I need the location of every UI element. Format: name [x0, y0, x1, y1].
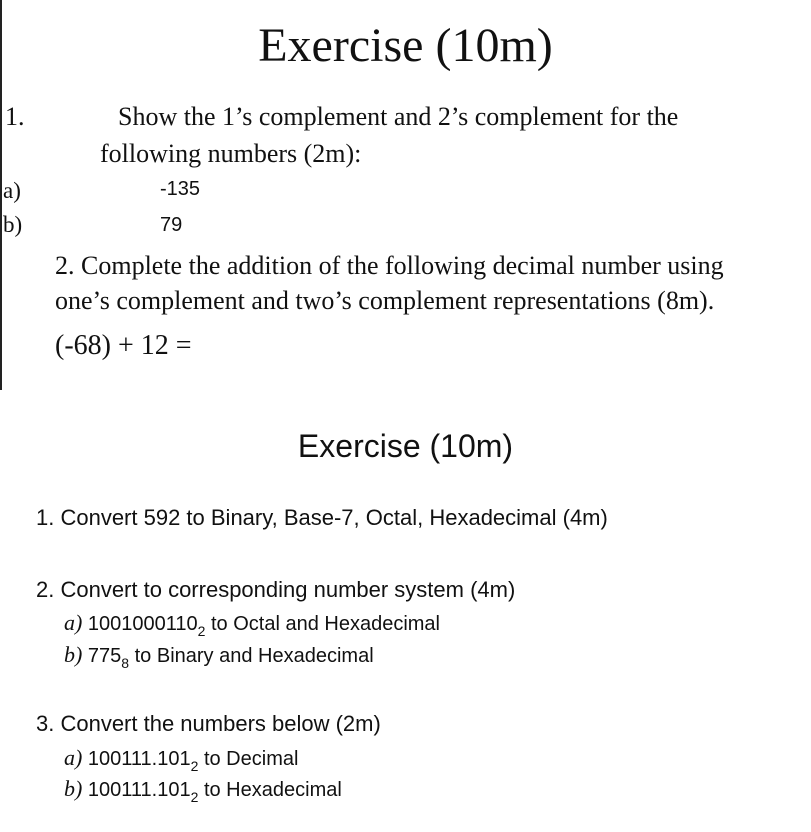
base-subscript: 2 [190, 789, 199, 805]
slide1-q1-part-a-letter: a) [3, 178, 21, 203]
slide2-question-1: 1. Convert 592 to Binary, Base-7, Octal, Hexadecimal (4m) [36, 505, 608, 530]
conversion-target: to Decimal [198, 748, 299, 770]
slide2-q2-part-b [64, 642, 374, 671]
number-value: 100111.101 [87, 779, 191, 801]
slide1-title: Exercise (10m) [258, 19, 553, 72]
conversion-target: to Binary and Hexadecimal [129, 645, 374, 667]
number-value: 775 [87, 645, 122, 667]
slide2-title: Exercise (10m) [297, 428, 514, 464]
conversion-target: to Octal and Hexadecimal [205, 613, 440, 635]
conversion-target: to Hexadecimal [198, 779, 342, 801]
slide1-q1-part-b-letter: b) [3, 212, 23, 237]
slide2-q3-part-a [64, 745, 299, 774]
slide1-q1-part-b-value: 79 [160, 214, 183, 236]
part-letter: a) [64, 745, 83, 770]
slide2-question-3: 3. Convert the numbers below (2m) [36, 711, 381, 736]
slide1-q2-text-line1: 2. Complete the addition of the following decimal number using [55, 251, 724, 280]
slide1-q1-text-line2: following numbers (2m): [100, 139, 362, 168]
number-value: 1001000110 [87, 613, 198, 635]
number-value: 100111.101 [87, 748, 191, 770]
part-letter: a) [64, 610, 83, 635]
slide1-q1-part-a-value: -135 [160, 178, 201, 200]
slide1-q1-number: 1. [5, 102, 25, 131]
slide2-q3-part-b [64, 776, 342, 805]
slide1-q1-text-line1: Show the 1’s complement and 2’s complement for the [118, 102, 679, 131]
slide2-question-2: 2. Convert to corresponding number system (4m) [36, 577, 516, 602]
slide1-q2-equation: (-68) + 12 = [55, 330, 192, 361]
base-subscript: 2 [190, 758, 199, 774]
part-letter: b) [64, 776, 83, 801]
base-subscript: 2 [197, 623, 206, 639]
base-subscript: 8 [121, 655, 130, 671]
slide2-q2-part-a [64, 610, 440, 639]
part-letter: b) [64, 642, 83, 667]
slide1-q2-text-line2: one’s complement and two’s complement representations (8m). [55, 286, 715, 315]
